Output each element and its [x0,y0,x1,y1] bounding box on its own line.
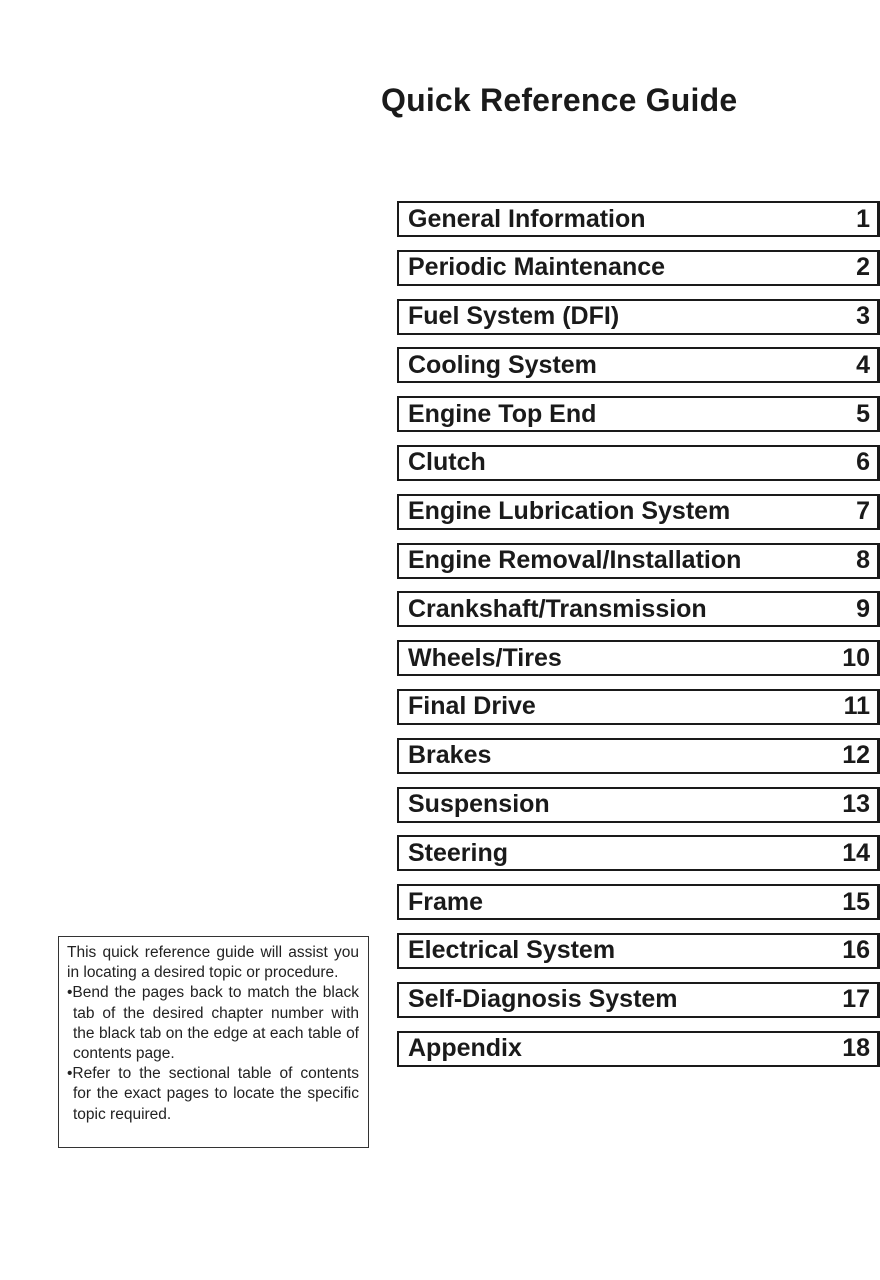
chapter-row-appendix[interactable] [397,1031,880,1067]
chapter-number: 17 [842,984,880,1016]
page-title: Quick Reference Guide [381,82,738,118]
chapter-title: Crankshaft/Transmission [408,594,707,623]
chapter-number: 11 [844,691,880,723]
chapter-row-general-information[interactable] [397,201,880,237]
chapter-row-clutch[interactable] [397,445,880,481]
chapter-title: Engine Lubrication System [408,497,731,526]
chapter-row-electrical-system[interactable] [397,933,880,969]
chapter-title: Brakes [408,741,492,770]
chapter-title: Electrical System [408,936,616,965]
chapter-number: 15 [842,886,880,918]
chapter-title: Self-Diagnosis System [408,985,678,1014]
chapter-title: Suspension [408,790,550,819]
note-bullet: •Bend the pages back to match the black tab of the desired chapter number with the black tab on the edge at each table of contents page. [67,984,359,1063]
chapter-number: 13 [842,789,880,821]
chapter-number: 6 [856,447,880,479]
chapter-row-engine-lubrication-system[interactable] [397,494,880,530]
chapter-index [397,201,880,1079]
chapter-number: 14 [842,837,880,869]
chapter-row-periodic-maintenance[interactable] [397,250,880,286]
chapter-row-engine-removal-installation[interactable] [397,543,880,579]
chapter-title: Periodic Maintenance [408,253,666,282]
chapter-row-wheels-tires[interactable] [397,640,880,676]
chapter-number: 3 [856,301,880,333]
chapter-row-frame[interactable] [397,884,880,920]
note-intro: This quick reference guide will assist you in locating a desired topic or procedure. [67,944,359,982]
chapter-number: 5 [856,398,880,430]
chapter-row-fuel-system[interactable] [397,299,880,335]
usage-note-box [58,936,369,1148]
chapter-number: 10 [842,642,880,674]
note-bullet: •Refer to the sectional table of contents for the exact pages to locate the specific topic required. [67,1065,359,1123]
chapter-number: 18 [842,1033,880,1065]
chapter-title: Appendix [408,1034,522,1063]
chapter-title: Engine Top End [408,399,597,428]
chapter-title: Wheels/Tires [408,643,562,672]
chapter-number: 1 [856,203,880,235]
chapter-row-crankshaft-transmission[interactable] [397,591,880,627]
chapter-number: 16 [842,935,880,967]
chapter-number: 4 [856,349,880,381]
chapter-row-self-diagnosis-system[interactable] [397,982,880,1018]
chapter-row-brakes[interactable] [397,738,880,774]
chapter-row-engine-top-end[interactable] [397,396,880,432]
chapter-title: Frame [408,887,484,916]
chapter-title: Final Drive [408,692,536,721]
chapter-title: Clutch [408,448,486,477]
chapter-title: Cooling System [408,350,597,379]
chapter-row-steering[interactable] [397,835,880,871]
chapter-number: 9 [856,593,880,625]
chapter-title: Fuel System (DFI) [408,302,620,331]
chapter-number: 7 [856,496,880,528]
chapter-row-cooling-system[interactable] [397,347,880,383]
chapter-number: 2 [856,252,880,284]
chapter-row-suspension[interactable] [397,787,880,823]
chapter-number: 8 [856,545,880,577]
chapter-title: Steering [408,838,509,867]
chapter-title: Engine Removal/Installation [408,546,742,575]
chapter-number: 12 [842,740,880,772]
chapter-title: General Information [408,204,646,233]
chapter-row-final-drive[interactable] [397,689,880,725]
